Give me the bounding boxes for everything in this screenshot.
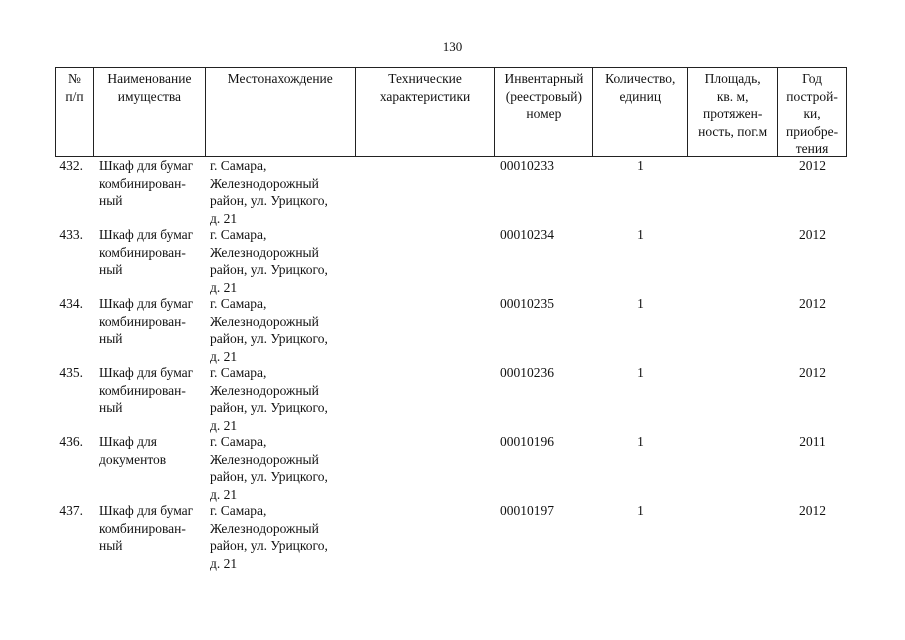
row-location-line: г. Самара, [210,434,267,449]
row-location-line: д. 21 [210,348,238,364]
row-location-line: Железнодорожный [210,451,319,467]
row-location-line: г. Самара, [210,365,267,380]
row-year: 2012 [799,227,826,242]
row-tech [355,502,495,571]
row-name-line: комбинирован- [99,382,186,398]
row-location-line: район, ул. Урицкого, [210,538,328,553]
row-location [205,364,355,433]
row-quantity: 1 [637,365,644,380]
header-quantity [593,68,688,156]
row-name-line: ный [99,538,123,553]
property-table [55,67,847,571]
row-area [688,433,778,502]
row-location-line: Железнодорожный [210,244,319,260]
header-line: № [68,71,81,86]
row-year: 2012 [799,503,826,518]
table-row [55,295,847,364]
table-row [55,364,847,433]
header-line: Местонахождение [227,71,333,86]
row-quantity: 1 [637,158,644,173]
row-tech [355,433,495,502]
row-location [205,157,355,226]
row-location-line: Железнодорожный [210,313,319,329]
row-location [205,226,355,295]
row-name-line: комбинирован- [99,244,186,260]
row-location [205,433,355,502]
table-body [55,157,847,571]
row-location-line: Железнодорожный [210,520,319,536]
row-number: 434. [59,296,83,311]
header-line: номер [526,106,562,121]
row-inventory: 00010196 [500,434,554,449]
row-location-line: д. 21 [210,417,238,433]
row-location-line: район, ул. Урицкого, [210,469,328,484]
row-name-line: Шкаф для бумаг [99,158,194,173]
header-line: Год [802,71,822,86]
row-tech [355,364,495,433]
header-inventory [495,68,593,156]
row-location-line: д. 21 [210,279,238,295]
row-tech [355,226,495,295]
row-quantity: 1 [637,434,644,449]
row-name-line: ный [99,262,123,277]
row-name-line: Шкаф для бумаг [99,365,194,380]
row-location-line: д. 21 [210,555,238,571]
header-line: Наименование [107,71,192,86]
table-row [55,502,847,571]
row-year: 2011 [799,434,826,449]
header-area [688,68,778,156]
header-name [94,68,206,156]
row-name [93,295,205,364]
row-name-line: Шкаф для бумаг [99,296,194,311]
table-row [55,226,847,295]
header-tech [356,68,496,156]
row-tech [355,295,495,364]
row-name [93,157,205,226]
header-line: единиц [619,88,662,104]
header-line: построй- [786,88,838,104]
row-number: 435. [59,365,83,380]
row-quantity: 1 [637,296,644,311]
row-name-line: документов [99,451,167,467]
header-line: Количество, [605,71,676,86]
row-name-line: Шкаф для бумаг [99,503,194,518]
row-location [205,502,355,571]
row-tech [355,157,495,226]
row-number: 433. [59,227,83,242]
table-row [55,157,847,226]
row-number: 436. [59,434,83,449]
row-year: 2012 [799,158,826,173]
header-location [206,68,356,156]
row-number: 432. [59,158,83,173]
row-name [93,226,205,295]
header-line: тения [795,141,829,156]
row-name-line: Шкаф для [99,434,157,449]
row-area [688,226,778,295]
row-name-line: комбинирован- [99,520,186,536]
row-location-line: район, ул. Урицкого, [210,331,328,346]
row-name-line: Шкаф для бумаг [99,227,194,242]
row-location-line: д. 21 [210,486,238,502]
header-line: имущества [117,88,182,104]
row-year: 2012 [799,365,826,380]
row-name [93,364,205,433]
header-line: п/п [65,88,84,104]
row-number: 437. [59,503,83,518]
row-inventory: 00010235 [500,296,554,311]
row-name [93,433,205,502]
header-year [778,68,847,156]
row-location-line: г. Самара, [210,227,267,242]
row-location-line: район, ул. Урицкого, [210,262,328,277]
row-location-line: Железнодорожный [210,382,319,398]
row-inventory: 00010197 [500,503,554,518]
row-area [688,364,778,433]
row-quantity: 1 [637,503,644,518]
row-area [688,295,778,364]
row-name [93,502,205,571]
row-inventory: 00010234 [500,227,554,242]
row-inventory: 00010233 [500,158,554,173]
header-line: приобре- [786,123,839,139]
row-location-line: г. Самара, [210,296,267,311]
header-line: кв. м, [716,88,749,104]
header-line: характеристики [379,88,471,104]
header-line: Инвентарный [504,71,584,86]
row-area [688,502,778,571]
page-number: 130 [442,39,463,54]
header-line: Площадь, [704,71,761,86]
row-name-line: комбинирован- [99,175,186,191]
row-name-line: комбинирован- [99,313,186,329]
row-location-line: д. 21 [210,210,238,226]
row-name-line: ный [99,400,123,415]
row-area [688,157,778,226]
row-location-line: г. Самара, [210,158,267,173]
row-location-line: район, ул. Урицкого, [210,400,328,415]
row-location-line: г. Самара, [210,503,267,518]
row-location-line: Железнодорожный [210,175,319,191]
row-name-line: ный [99,193,123,208]
row-inventory: 00010236 [500,365,554,380]
header-line: ность, пог.м [698,123,768,139]
table-header [55,67,847,157]
row-location [205,295,355,364]
table-row [55,433,847,502]
header-number [56,68,94,156]
row-location-line: район, ул. Урицкого, [210,193,328,208]
header-line: протяжен- [702,106,763,121]
header-line: ки, [803,106,821,121]
header-line: Технические [388,71,462,86]
row-year: 2012 [799,296,826,311]
header-line: (реестровый) [505,88,583,104]
row-name-line: ный [99,331,123,346]
row-quantity: 1 [637,227,644,242]
